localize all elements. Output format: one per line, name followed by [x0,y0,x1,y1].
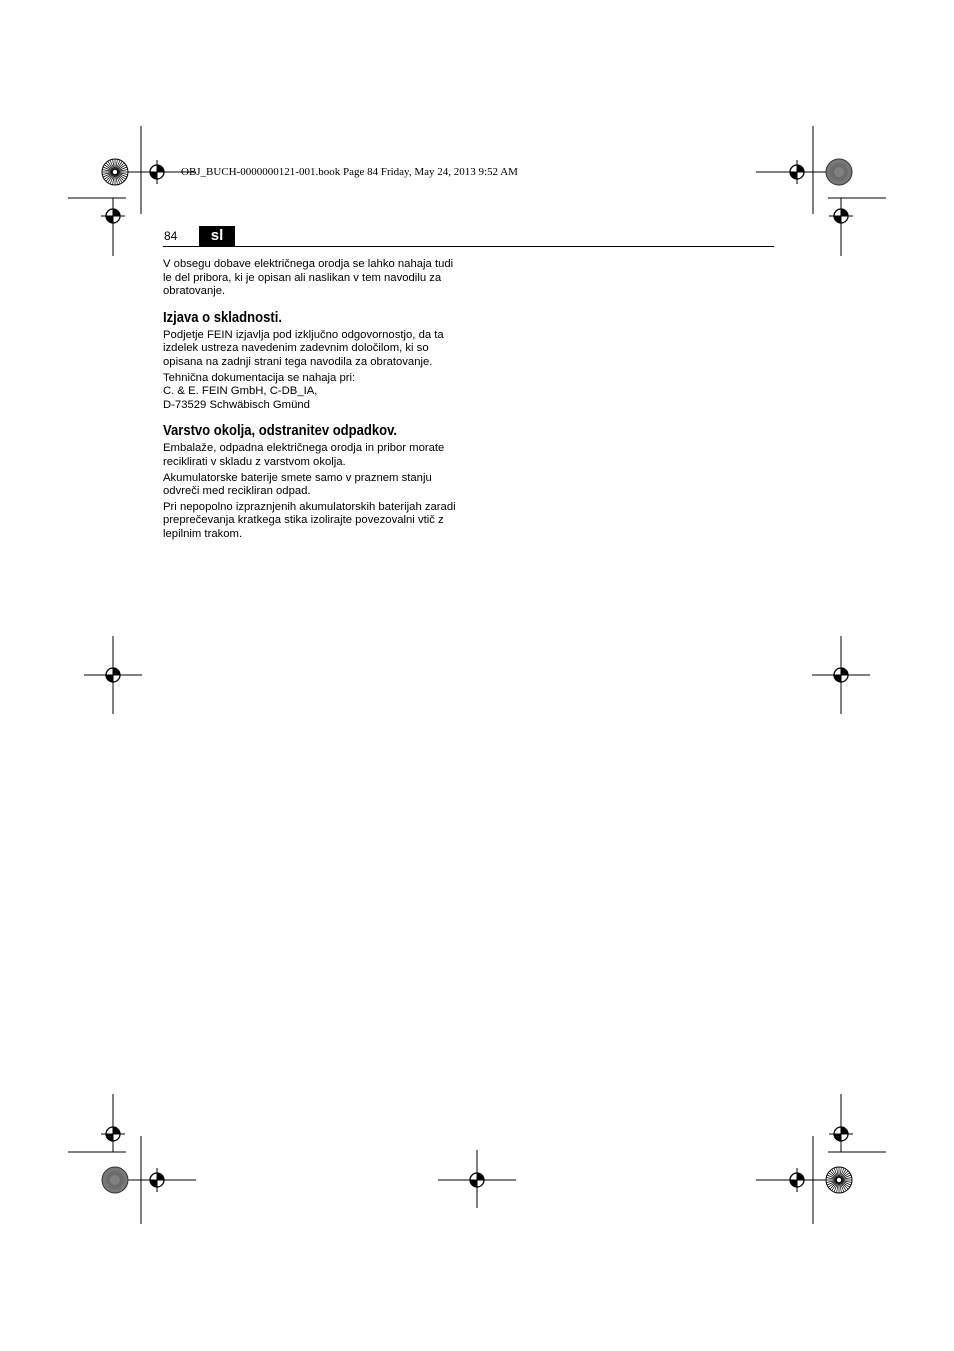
book-header: OBJ_BUCH-0000000121-001.book Page 84 Friday, May 24, 2013 9:52 AM [181,166,518,178]
tech-doc-line-1: Tehnična dokumentacija se nahaja pri: [163,371,356,384]
header-rule [163,246,774,247]
technical-documentation [163,372,463,413]
tech-doc-line-2: C. & E. FEIN GmbH, C-DB_IA, [163,385,318,398]
page-content [163,258,463,544]
environment-paragraph-2: Akumulatorske baterije smete samo v praznem stanju odvreči med recikliran odpad. [163,471,432,498]
environment-paragraph-3: Pri nepopolno izpraznjenih akumulatorskih baterijah zaradi preprečevanja kratkega stika izolirajte povezovalni vtič z lepilnim trakom. [163,500,456,540]
environment-heading: Varstvo okolja, odstranitev odpadkov. [163,423,397,440]
page-number: 84 [164,229,178,243]
tech-doc-line-3: D-73529 Schwäbisch Gmünd [163,398,310,411]
language-badge: sl [199,226,235,246]
conformity-paragraph: Podjetje FEIN izjavlja pod izključno odgovornostjo, da ta izdelek ustreza navedenim zadevnim določilom, ki so opisana na zadnji strani tega navodila za obratovanje. [163,328,444,368]
intro-paragraph: V obsegu dobave električnega orodja se lahko nahaja tudi le del pribora, ki je opisan ali naslikan v tem navodilu za obratovanje. [163,258,454,298]
environment-paragraph-1: Embalaže, odpadna električnega orodja in pribor morate reciklirati v skladu z varstvom okolja. [163,442,445,468]
conformity-heading: Izjava o skladnosti. [163,309,282,326]
